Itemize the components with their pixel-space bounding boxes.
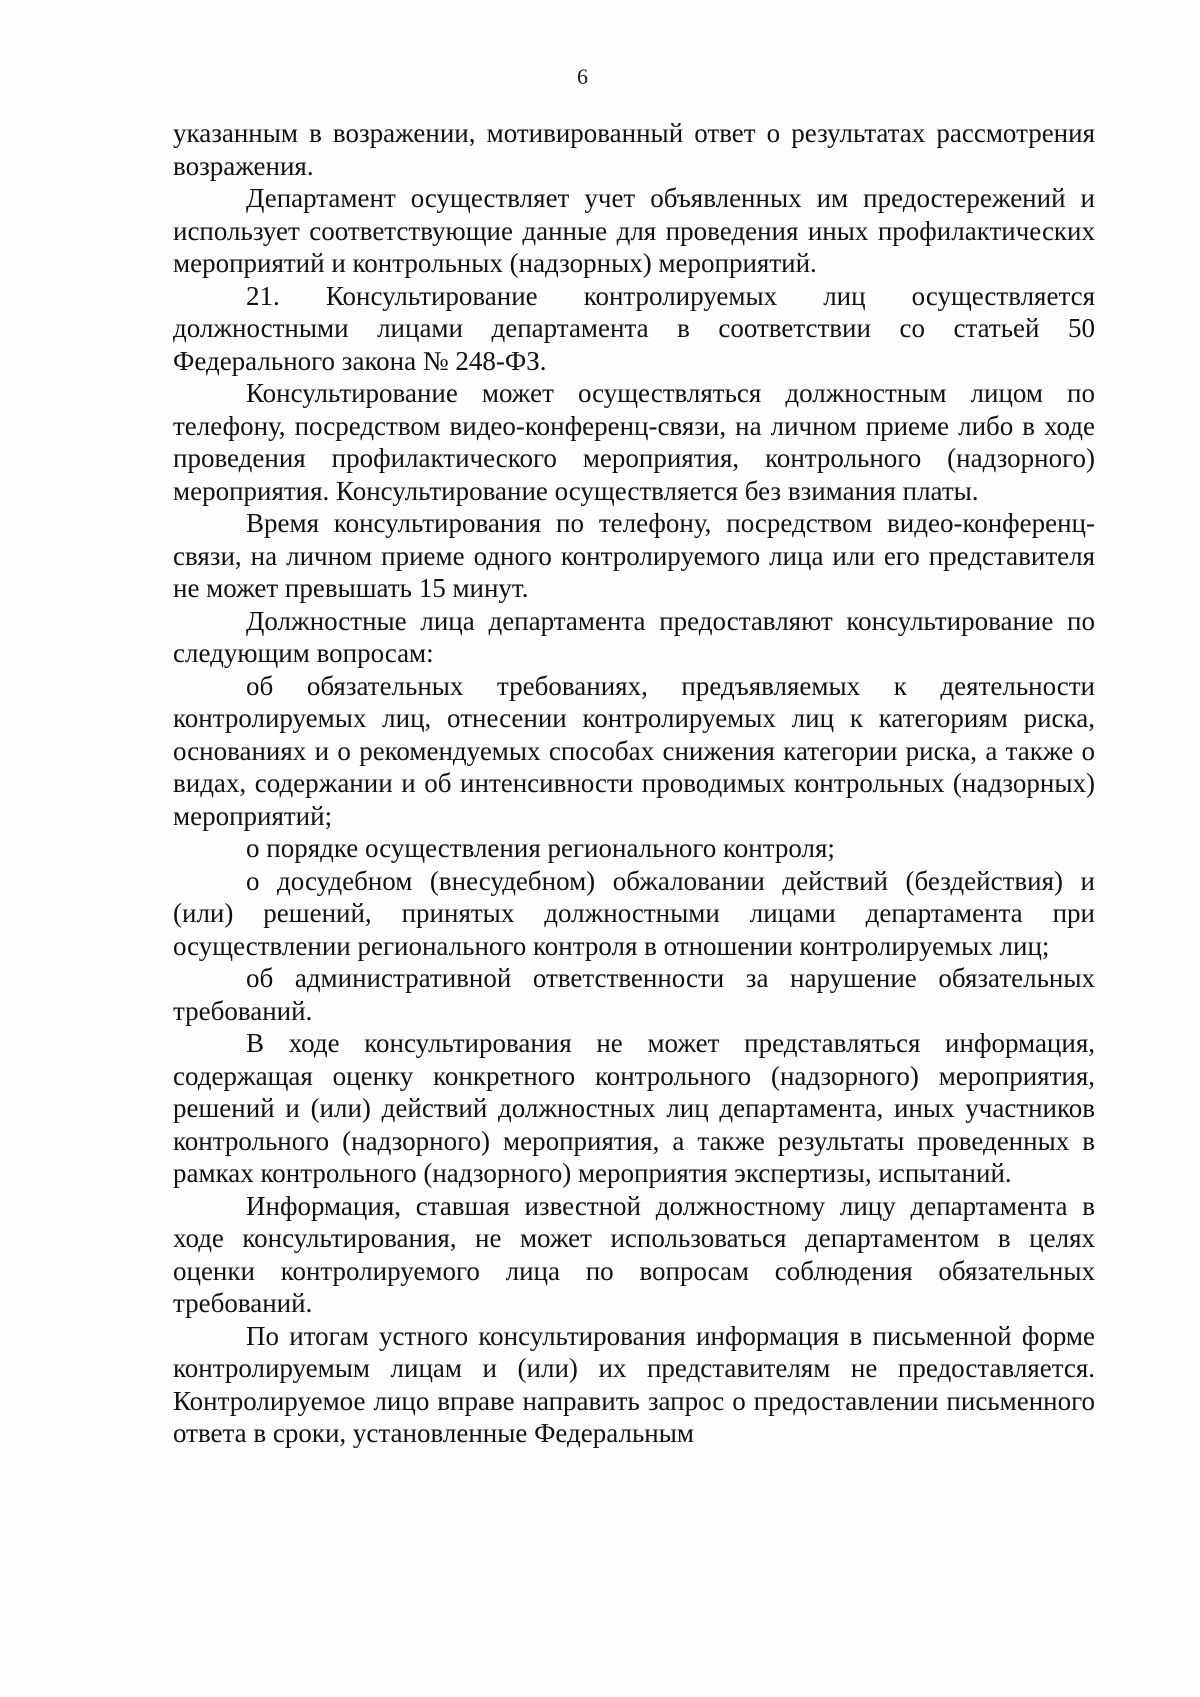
paragraph-7: об обязательных требованиях, предъявляемых к деятельности контролируемых лиц, отнесении контролируемых лиц к категориям риска, основаниях и о рекомендуемых способах снижения категории риска, а также о видах, содержании и об интенсивности проводимых контрольных (надзорных) мероприятий; [173, 670, 1095, 831]
page-number: 6 [577, 64, 588, 89]
paragraph-12: Информация, ставшая известной должностному лицу департамента в ходе консультирования, не может использоваться департаментом в целях оценки контролируемого лица по вопросам соблюдения обязательных требований. [173, 1190, 1095, 1318]
paragraph-13: По итогам устного консультирования информация в письменной форме контролируемым лицам и (или) их представителям не предоставляется. Контролируемое лицо вправе направить запрос о предоставлении письменного ответа в сроки, установленные Федеральным [173, 1320, 1095, 1448]
paragraph-8: о порядке осуществления регионального контроля; [246, 833, 835, 863]
paragraph-6: Должностные лица департамента предоставляют консультирование по следующим вопросам: [173, 605, 1095, 668]
document-body [173, 117, 1095, 1450]
paragraph-5: Время консультирования по телефону, посредством видео-конференц-связи, на личном приеме одного контролируемого лица или его представителя не может превышать 15 минут. [173, 508, 1095, 603]
paragraph-10: об административной ответственности за нарушение обязательных требований. [173, 963, 1095, 1026]
paragraph-11: В ходе консультирования не может представляться информация, содержащая оценку конкретного контрольного (надзорного) мероприятия, решений и (или) действий должностных лиц департамента, иных участников контрольного (надзорного) мероприятия, а также результаты проведенных в рамках контрольного (надзорного) мероприятия экспертизы, испытаний. [173, 1028, 1095, 1188]
paragraph-3: 21. Консультирование контролируемых лиц осуществляется должностными лицами департамента в соответствии со статьей 50 Федерального закона № 248-ФЗ. [173, 280, 1095, 376]
paragraph-2: Департамент осуществляет учет объявленных им предостережений и использует соответствующие данные для проведения иных профилактических мероприятий и контрольных (надзорных) мероприятий. [173, 183, 1095, 278]
paragraph-9: о досудебном (внесудебном) обжаловании действий (бездействия) и (или) решений, принятых должностными лицами департамента при осуществлении регионального контроля в отношении контролируемых лиц; [173, 865, 1095, 961]
paragraph-1: указанным в возражении, мотивированный ответ о результатах рассмотрения возражения. [173, 118, 1095, 181]
paragraph-4: Консультирование может осуществляться должностным лицом по телефону, посредством видео-конференц-связи, на личном приеме либо в ходе проведения профилактического мероприятия, контрольного (надзорного) мероприятия. Консультирование осуществляется без взимания платы. [173, 378, 1095, 506]
